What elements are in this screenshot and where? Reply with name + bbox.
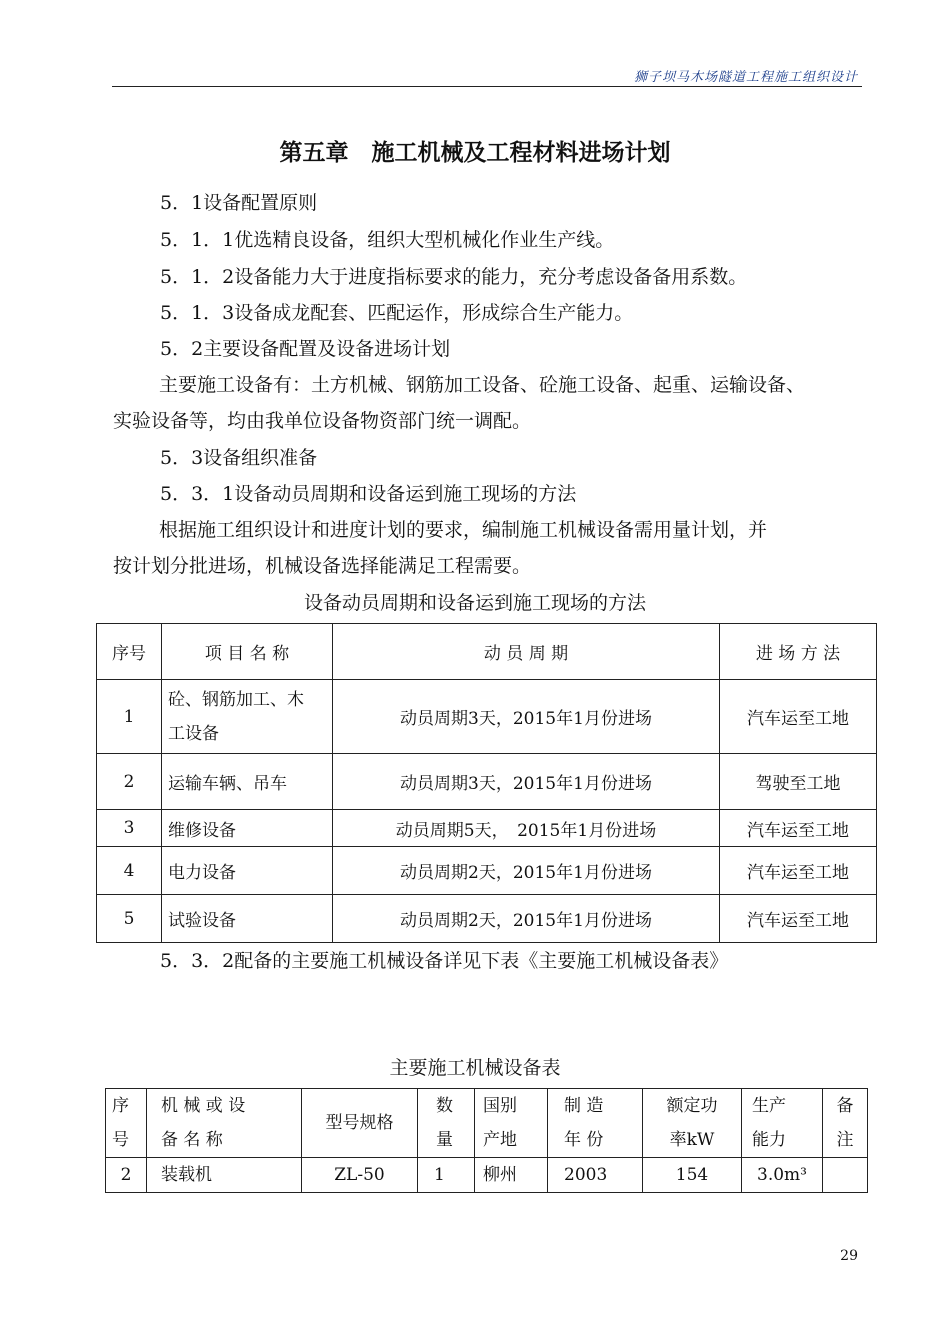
cell-name: 试验设备 xyxy=(162,895,333,943)
table-header-row xyxy=(97,624,877,680)
mobilization-table xyxy=(96,623,877,943)
header-line: 额定功 xyxy=(666,1096,718,1116)
section-5-3: 5．3设备组织准备 xyxy=(160,447,318,469)
cell-method: 汽车运至工地 xyxy=(720,810,877,847)
table2-caption: 主要施工机械设备表 xyxy=(389,1057,561,1079)
section-5-3-2: 5．3．2配备的主要施工机械设备详见下表《主要施工机械设备表》 xyxy=(160,950,729,972)
cell-period: 动员周期3天，2015年1月份进场 xyxy=(333,680,720,754)
section-5-1-1: 5．1．1优选精良设备，组织大型机械化作业生产线。 xyxy=(160,229,615,251)
paragraph-plan-line2: 按计划分批进场，机械设备选择能满足工程需要。 xyxy=(113,555,532,577)
table-row xyxy=(97,680,877,754)
header-cell-origin xyxy=(475,1089,548,1158)
section-5-1-3: 5．1．3设备成龙配套、匹配运作，形成综合生产能力。 xyxy=(160,302,634,324)
table-row xyxy=(97,847,877,895)
table-row xyxy=(97,810,877,847)
header-line: 备 xyxy=(836,1096,854,1116)
cell-no: 2 xyxy=(106,1158,147,1193)
header-cell-name xyxy=(147,1089,302,1158)
cell-qty: 1 xyxy=(418,1158,475,1193)
header-cell-qty xyxy=(418,1089,475,1158)
header-cell-power xyxy=(643,1089,742,1158)
cell-name: 维修设备 xyxy=(162,810,333,847)
header-cell: 项 目 名 称 xyxy=(162,624,333,680)
cell-period: 动员周期2天，2015年1月份进场 xyxy=(333,847,720,895)
header-cell: 序号 xyxy=(97,624,162,680)
running-header: 狮子坝马木场隧道工程施工组织设计 xyxy=(633,70,858,85)
header-cell: 进 场 方 法 xyxy=(720,624,877,680)
header-line: 量 xyxy=(436,1130,453,1150)
paragraph-equipment-line1: 主要施工设备有：土方机械、钢筋加工设备、砼施工设备、起重、运输设备、 xyxy=(159,374,806,396)
header-line: 号 xyxy=(112,1130,129,1150)
header-cell-no xyxy=(106,1089,147,1158)
header-line: 机 械 或 设 xyxy=(161,1096,246,1116)
header-cell-remark xyxy=(823,1089,868,1158)
table-header-row xyxy=(106,1089,868,1158)
cell-name: 运输车辆、吊车 xyxy=(162,754,333,810)
header-line: 备 名 称 xyxy=(161,1130,223,1150)
cell-no: 1 xyxy=(97,680,162,754)
cell-name: 电力设备 xyxy=(162,847,333,895)
table-row xyxy=(97,895,877,943)
header-rule xyxy=(112,86,862,87)
paragraph-equipment-line2: 实验设备等，均由我单位设备物资部门统一调配。 xyxy=(113,410,532,432)
cell-year: 2003 xyxy=(548,1158,643,1193)
section-5-1-2: 5．1．2设备能力大于进度指标要求的能力，充分考虑设备备用系数。 xyxy=(160,266,748,288)
header-line: 年 份 xyxy=(564,1130,604,1150)
header-line: 国别 xyxy=(483,1096,517,1116)
cell-power: 154 xyxy=(643,1158,742,1193)
header-line: 序 xyxy=(112,1096,129,1116)
header-cell-capacity xyxy=(742,1089,823,1158)
table-row xyxy=(97,754,877,810)
cell-period: 动员周期2天，2015年1月份进场 xyxy=(333,895,720,943)
header-line: 生产 xyxy=(752,1096,786,1116)
section-5-3-1: 5．3．1设备动员周期和设备运到施工现场的方法 xyxy=(160,483,577,505)
cell-no: 3 xyxy=(97,810,162,847)
equipment-table xyxy=(105,1088,868,1193)
cell-model: ZL-50 xyxy=(302,1158,418,1193)
header-line: 能力 xyxy=(752,1130,786,1150)
cell-period: 动员周期3天，2015年1月份进场 xyxy=(333,754,720,810)
cell-method: 汽车运至工地 xyxy=(720,847,877,895)
cell-no: 5 xyxy=(97,895,162,943)
header-cell: 动 员 周 期 xyxy=(333,624,720,680)
header-cell-model: 型号规格 xyxy=(302,1089,418,1158)
cell-name-line2: 工设备 xyxy=(168,723,219,744)
header-cell-year xyxy=(548,1089,643,1158)
paragraph-plan-line1: 根据施工组织设计和进度计划的要求，编制施工机械设备需用量计划，并 xyxy=(159,519,768,541)
cell-method: 汽车运至工地 xyxy=(720,680,877,754)
page-number: 29 xyxy=(840,1248,858,1264)
cell-no: 4 xyxy=(97,847,162,895)
cell-period: 动员周期5天， 2015年1月份进场 xyxy=(333,810,720,847)
cell-method: 驾驶至工地 xyxy=(720,754,877,810)
table-row xyxy=(106,1158,868,1193)
table1-caption: 设备动员周期和设备运到施工现场的方法 xyxy=(303,592,646,614)
section-5-1: 5．1设备配置原则 xyxy=(160,192,318,214)
header-line: 注 xyxy=(836,1130,854,1150)
cell-name xyxy=(162,680,333,754)
header-line: 制 造 xyxy=(564,1096,604,1116)
section-5-2: 5．2主要设备配置及设备进场计划 xyxy=(160,338,451,360)
cell-origin: 柳州 xyxy=(475,1158,548,1193)
header-line: 数 xyxy=(436,1096,453,1116)
cell-name-line1: 砼、钢筋加工、木 xyxy=(168,689,304,710)
cell-no: 2 xyxy=(97,754,162,810)
cell-name: 装载机 xyxy=(147,1158,302,1193)
cell-method: 汽车运至工地 xyxy=(720,895,877,943)
chapter-title: 第五章 施工机械及工程材料进场计划 xyxy=(279,140,671,166)
header-line: 产地 xyxy=(483,1130,517,1150)
header-line: 率kW xyxy=(669,1130,715,1150)
cell-capacity: 3.0m³ xyxy=(742,1158,823,1193)
cell-remark xyxy=(823,1158,868,1193)
